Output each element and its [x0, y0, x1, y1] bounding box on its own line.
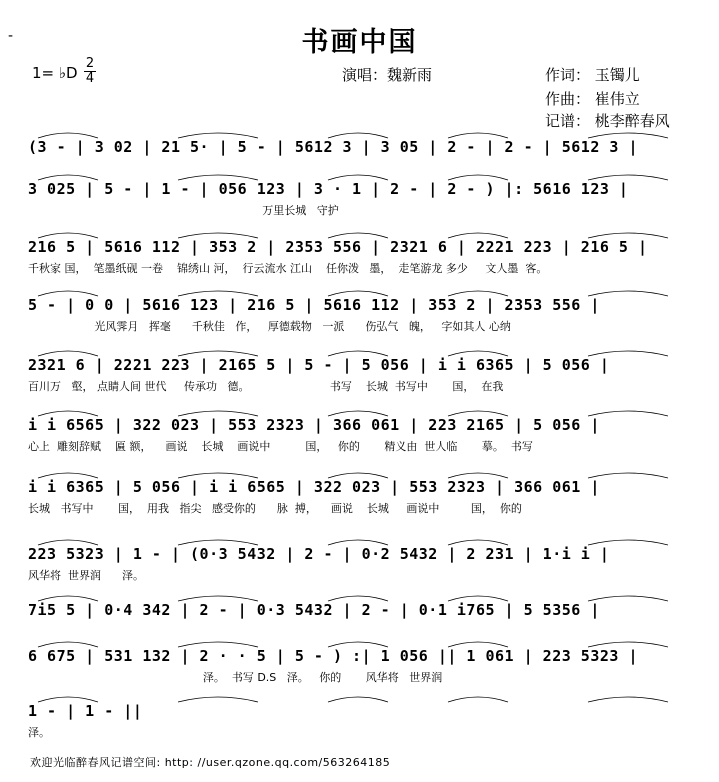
notation-line: 3 025 | 5 - | 1 - | 056 123 | 3 · 1 | 2 - | 2 - ) |: 5616 123 | [28, 180, 629, 198]
lyrics-line: 泽。 [28, 726, 50, 739]
key-signature: 1= ♭D [32, 64, 78, 82]
lyrics-line: 心上 雕刻辞赋 匾 额， 画说 长城 画说中 国， 你的 精义由 世人临 摹。 书写 [28, 440, 533, 453]
notation-line: i i 6365 | 5 056 | i i 6565 | 322 023 | 553 2323 | 366 061 | [28, 478, 600, 496]
singer-credit: 演唱：魏新雨 [342, 66, 433, 84]
page-dash: - [8, 28, 14, 44]
score-row [28, 356, 692, 394]
footer-credit: 欢迎光临醉春风记谱空间: http: //user.qzone.qq.com/563264185 [30, 756, 391, 769]
time-signature-top: 2 [85, 56, 95, 71]
score-row [28, 647, 692, 685]
score-row [28, 180, 692, 218]
notation-line: 223 5323 | 1 - | (0·3 5432 | 2 - | 0·2 5432 | 2 231 | 1·i i | [28, 545, 610, 563]
score-row [28, 238, 692, 276]
notation-line: 1 - | 1 - || [28, 702, 143, 720]
notation-line: 6 675 | 531 132 | 2 · · 5 | 5 - ) :| 1 056 || 1 061 | 223 5323 | [28, 647, 638, 665]
lyrics-line: 风华将 世界润 泽。 [28, 569, 144, 582]
notation-line: (3 - | 3 02 | 21 5· | 5 - | 5612 3 | 3 05 | 2 - | 2 - | 5612 3 | [28, 138, 638, 156]
notation-line: 2321 6 | 2221 223 | 2165 5 | 5 - | 5 056 | i i 6365 | 5 056 | [28, 356, 610, 374]
lyrics-line: 长城 书写中 国， 用我 指尖 感受你的 脉 搏， 画说 长城 画说中 国， 你的 [28, 502, 522, 515]
lyrics-line: 光风霁月 挥毫 千秋佳 作， 厚德载物 一派 伤弘气 魄， 字如其人 心纳 [28, 320, 511, 333]
notation-line: i i 6565 | 322 023 | 553 2323 | 366 061 | 223 2165 | 5 056 | [28, 416, 600, 434]
transcriber-credit: 记谱： 桃李醉春风 [545, 112, 670, 130]
score-row [28, 601, 692, 623]
notation-line: 216 5 | 5616 112 | 353 2 | 2353 556 | 2321 6 | 2221 223 | 216 5 | [28, 238, 648, 256]
composer-credit: 作曲： 崔伟立 [545, 90, 640, 108]
score-row [28, 478, 692, 516]
lyricist-credit: 作词： 玉镯儿 [545, 66, 640, 84]
lyrics-line: 百川万 壑， 点睛人间 世代 传承功 德。 书写 长城 书写中 国， 在我 [28, 380, 504, 393]
score-row [28, 545, 692, 583]
time-signature-bottom: 4 [85, 71, 95, 86]
lyrics-line: 万里长城 守护 [28, 204, 339, 217]
score-row [28, 702, 692, 740]
score-row [28, 416, 692, 454]
score-row [28, 138, 692, 160]
song-title: 书画中国 [301, 27, 418, 58]
time-signature [84, 58, 96, 85]
notation-line: 5 - | 0 0 | 5616 123 | 216 5 | 5616 112 | 353 2 | 2353 556 | [28, 296, 600, 314]
score-row [28, 296, 692, 334]
notation-line: 7i5 5 | 0·4 342 | 2 - | 0·3 5432 | 2 - | 0·1 i765 | 5 5356 | [28, 601, 600, 619]
lyrics-line: 泽。 书写 D.S 泽。 你的 风华将 世界润 [28, 671, 443, 684]
lyrics-line: 千秋家 国， 笔墨纸砚 一卷 锦绣山 河， 行云流水 江山 任你泼 墨， 走笔游龙 多少 文人墨 客。 [28, 262, 548, 275]
